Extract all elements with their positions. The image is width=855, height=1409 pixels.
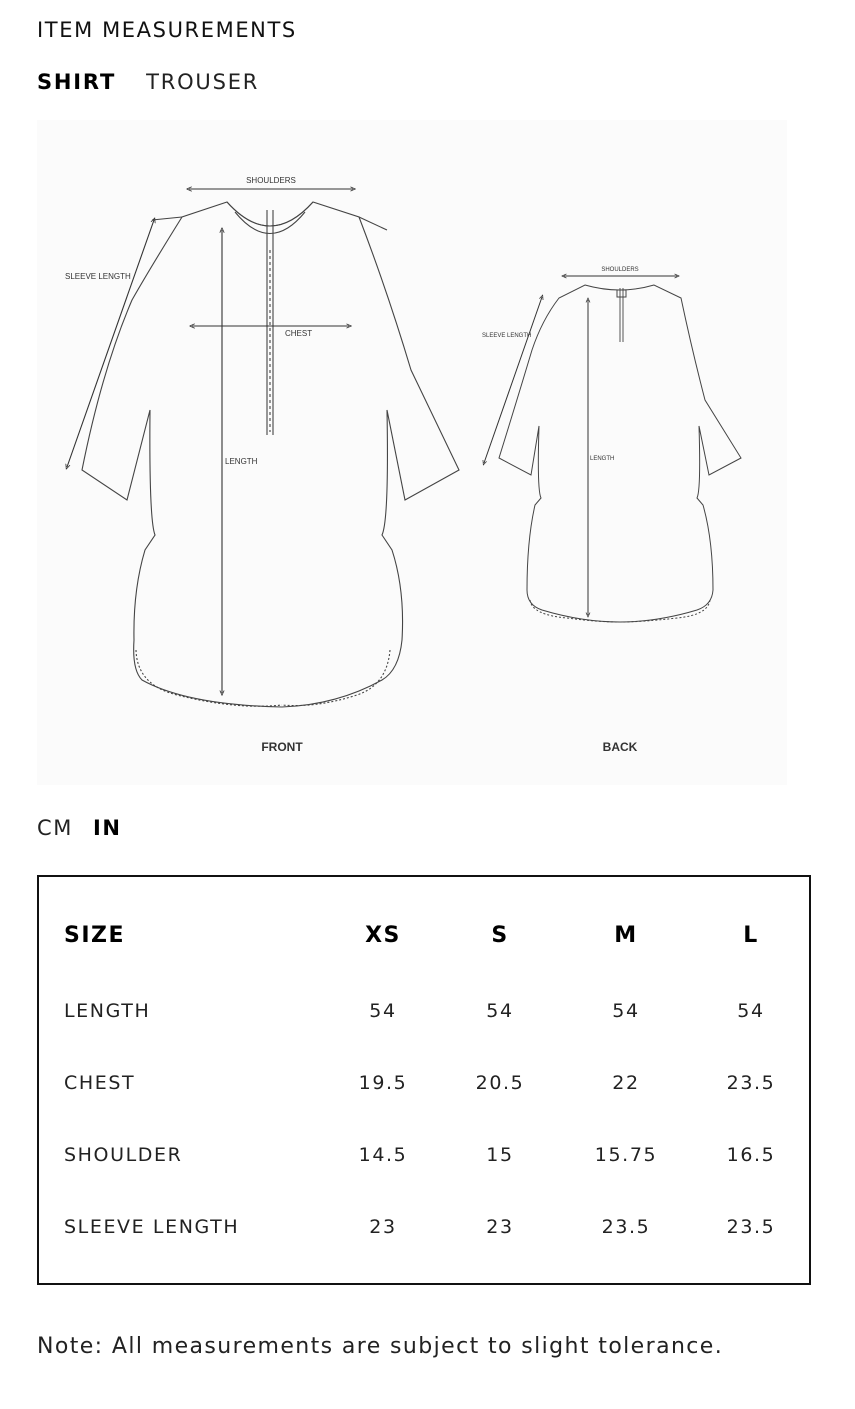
table-row [39, 1216, 809, 1246]
garment-tabs [37, 70, 259, 94]
row-label: CHEST [64, 1072, 136, 1094]
header-xs: XS [365, 923, 401, 948]
table-row [39, 1000, 809, 1030]
row-label: LENGTH [64, 1000, 151, 1022]
header-l: L [743, 923, 759, 948]
cell-xs: 54 [369, 1000, 397, 1022]
back-caption: BACK [602, 740, 638, 754]
tab-shirt[interactable]: SHIRT [37, 70, 117, 94]
header-m: M [614, 923, 638, 948]
cell-l: 23.5 [726, 1072, 776, 1094]
table-row [39, 1144, 809, 1174]
cell-s: 15 [486, 1144, 514, 1166]
cell-xs: 23 [369, 1216, 397, 1238]
front-measure-lines [67, 189, 353, 693]
cell-s: 23 [486, 1216, 514, 1238]
back-sleeve-length-label: SLEEVE LENGTH [482, 333, 532, 339]
cell-m: 23.5 [601, 1216, 651, 1238]
front-garment-drawing [82, 202, 459, 707]
tab-trouser[interactable]: TROUSER [146, 70, 260, 94]
back-shoulders-label: SHOULDERS [601, 267, 639, 273]
cell-l: 23.5 [726, 1216, 776, 1238]
page-heading: ITEM MEASUREMENTS [37, 18, 297, 42]
back-garment-drawing [499, 285, 741, 622]
cell-s: 54 [486, 1000, 514, 1022]
front-caption: FRONT [261, 740, 303, 754]
row-label: SHOULDER [64, 1144, 183, 1166]
unit-cm-tab[interactable]: CM [37, 816, 73, 840]
header-s: S [491, 923, 509, 948]
table-header-row [39, 923, 809, 953]
cell-m: 15.75 [594, 1144, 658, 1166]
cell-l: 54 [737, 1000, 765, 1022]
tolerance-note: Note: All measurements are subject to slight tolerance. [37, 1334, 724, 1359]
front-sleeve-length-label: SLEEVE LENGTH [65, 272, 131, 281]
cell-s: 20.5 [475, 1072, 525, 1094]
front-shoulders-label: SHOULDERS [246, 176, 296, 185]
front-chest-label: CHEST [285, 329, 313, 338]
cell-xs: 14.5 [358, 1144, 408, 1166]
size-chart-table [37, 875, 811, 1285]
unit-tabs [37, 816, 122, 840]
measurement-diagram [37, 120, 787, 785]
garment-illustration [37, 120, 787, 785]
unit-in-tab[interactable]: IN [92, 816, 122, 840]
back-measure-lines [484, 276, 677, 615]
row-label: SLEEVE LENGTH [64, 1216, 240, 1238]
cell-m: 54 [612, 1000, 640, 1022]
header-size: SIZE [64, 923, 126, 948]
cell-l: 16.5 [726, 1144, 776, 1166]
front-length-label: LENGTH [225, 457, 258, 466]
back-length-label: LENGTH [590, 456, 615, 462]
cell-xs: 19.5 [358, 1072, 408, 1094]
table-row [39, 1072, 809, 1102]
cell-m: 22 [612, 1072, 640, 1094]
